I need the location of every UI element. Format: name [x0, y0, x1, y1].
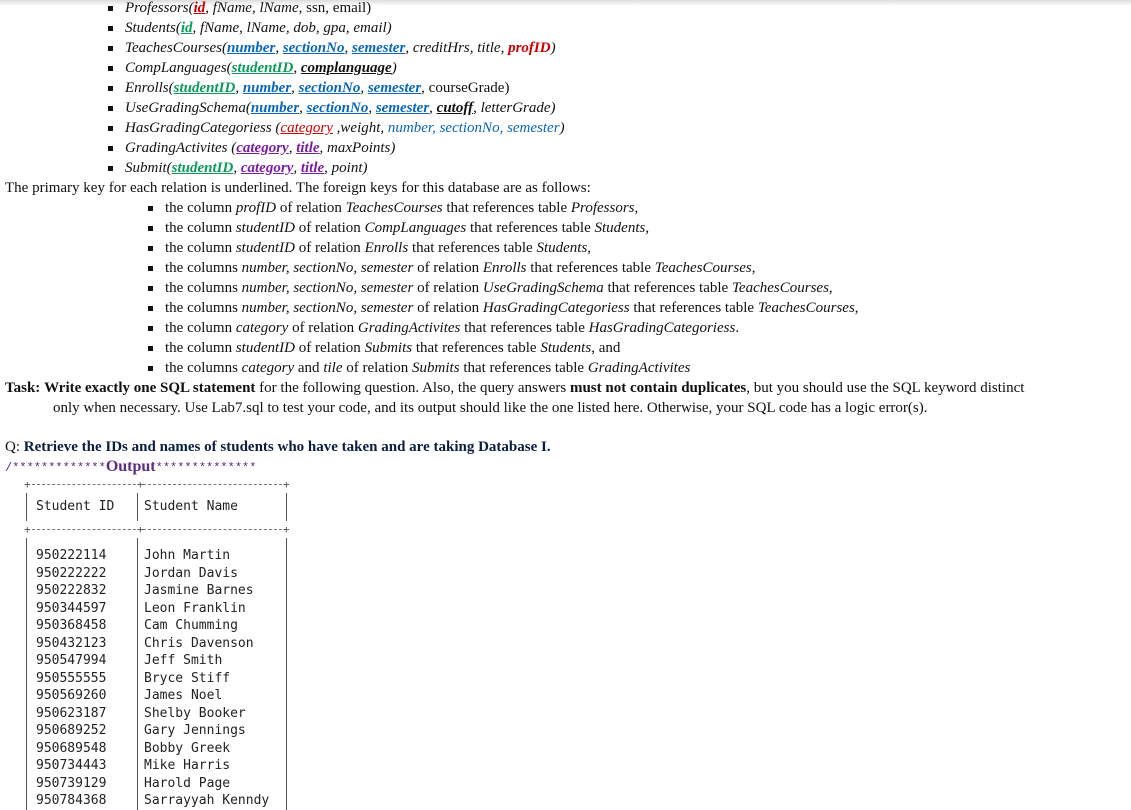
foreign-key-item — [0, 358, 1131, 378]
foreign-key-part: , — [828, 280, 833, 296]
foreign-key-part: category — [241, 360, 295, 376]
student-name-cell: Harold Page — [144, 775, 231, 791]
student-id-cell: 950222222 — [36, 565, 107, 581]
bullet-icon — [108, 166, 113, 171]
table-row — [24, 652, 290, 670]
foreign-key-part: GradingActivites — [357, 320, 461, 336]
student-name-cell: Leon Franklin — [144, 600, 246, 616]
column-header: Student ID — [36, 499, 115, 514]
foreign-key-part: that references table — [459, 360, 588, 376]
relation-part: Submit( — [125, 160, 172, 176]
relation-item — [0, 158, 1131, 178]
bullet-icon — [108, 46, 113, 51]
student-id-cell: 950344597 — [36, 600, 107, 616]
relation-part: sectionNo — [282, 40, 345, 56]
foreign-key-part: , — [751, 260, 756, 276]
table-row — [24, 740, 290, 758]
question-prefix: Q: — [5, 439, 24, 455]
table-row — [24, 722, 290, 740]
foreign-key-part: studentID — [235, 340, 295, 356]
foreign-key-item — [0, 278, 1131, 298]
relation-part: , — [275, 40, 283, 56]
foreign-key-part: studentID — [235, 220, 295, 236]
foreign-key-item — [0, 298, 1131, 318]
foreign-key-part: HasGradingCategoriess — [482, 300, 630, 316]
relation-item — [0, 98, 1131, 118]
relation-part: , — [368, 100, 376, 116]
relation-part: , — [235, 80, 243, 96]
relation-part: , — [291, 80, 299, 96]
foreign-key-part: of relation — [295, 340, 365, 356]
foreign-key-list — [0, 198, 1131, 378]
foreign-key-part: Students — [540, 340, 592, 356]
foreign-key-item — [0, 218, 1131, 238]
foreign-key-part: of relation — [342, 360, 413, 376]
student-id-cell: 950222832 — [36, 583, 107, 598]
relation-list — [0, 0, 1131, 178]
relation-part: CompLanguages( — [125, 60, 232, 76]
student-id-cell: 950784368 — [36, 793, 107, 808]
student-id-cell: 950222114 — [36, 548, 107, 563]
relation-part: title — [296, 140, 320, 156]
relation-item — [0, 78, 1131, 98]
relation-part: , — [360, 80, 368, 96]
output-stars-right: ************** — [155, 461, 257, 475]
table-row — [24, 600, 290, 618]
relation-part: number — [242, 80, 292, 96]
relation-part: title — [300, 160, 325, 176]
bullet-icon — [108, 146, 113, 151]
foreign-key-part: number, sectionNo, semester — [241, 280, 414, 296]
relation-item — [0, 58, 1131, 78]
relation-part: UseGradingSchema( — [125, 100, 251, 116]
student-id-cell: 950547994 — [36, 653, 107, 668]
question — [0, 437, 551, 457]
foreign-key-item — [0, 198, 1131, 218]
relation-part: HasGradingCategoriess ( — [125, 120, 281, 136]
relation-part: category — [280, 120, 333, 136]
bullet-icon — [108, 66, 113, 71]
student-name-cell: Shelby Booker — [144, 705, 246, 721]
relation-part: GradingActivites ( — [125, 140, 237, 156]
foreign-key-part: the column — [165, 320, 236, 336]
table-row — [24, 547, 290, 565]
student-name-cell: Jordan Davis — [144, 565, 238, 581]
foreign-key-part: that references table — [408, 240, 537, 256]
relation-item — [0, 38, 1131, 58]
bullet-icon — [148, 326, 153, 331]
foreign-key-part: of relation — [295, 240, 365, 256]
foreign-key-part: . — [735, 320, 740, 336]
foreign-key-part: the column — [165, 340, 236, 356]
student-name-cell: Gary Jennings — [144, 723, 246, 738]
foreign-key-part: the column — [165, 240, 236, 256]
relation-part: , — [293, 60, 301, 76]
foreign-key-part: the column — [165, 220, 236, 236]
relation-part: id — [193, 0, 206, 16]
relation-part: , — [293, 160, 301, 176]
foreign-key-item — [0, 338, 1131, 358]
foreign-key-part: tile — [323, 360, 343, 376]
table-row — [24, 582, 290, 600]
student-name-cell: John Martin — [144, 548, 231, 563]
relation-part: Professors( — [125, 0, 194, 16]
student-name-cell: Mike Harris — [144, 758, 231, 773]
relation-part: , fName, lName, dob, gpa, email) — [192, 20, 392, 36]
student-name-cell: Bryce Stiff — [144, 670, 231, 686]
output-header — [0, 458, 256, 477]
relation-part: Enrolls( — [125, 80, 174, 96]
student-name-cell: James Noel — [144, 688, 223, 703]
bullet-icon — [148, 366, 153, 371]
relation-part: ,weight, — [332, 120, 388, 136]
relation-part: sectionNo — [306, 100, 369, 116]
foreign-key-part: TeachesCourses — [731, 280, 829, 296]
foreign-key-part: of relation — [413, 260, 483, 276]
foreign-key-part: , — [645, 220, 650, 236]
student-id-cell: 950555555 — [36, 670, 107, 686]
relation-part: , — [429, 100, 437, 116]
foreign-key-part: studentID — [235, 240, 295, 256]
primary-key-note: The primary key for each relation is underlined. The foreign keys for this database are as follows: — [5, 180, 591, 196]
relation-part: studentID — [171, 160, 234, 176]
relation-part: , letterGrade) — [473, 100, 556, 116]
relation-part: , — [344, 40, 352, 56]
relation-part: , courseGrade) — [421, 80, 510, 96]
table-row — [24, 757, 290, 775]
foreign-key-part: that references table — [629, 300, 758, 316]
relation-part: , creditHrs, title, — [405, 40, 509, 56]
foreign-key-part: that references table — [466, 220, 595, 236]
foreign-key-part: category — [235, 320, 289, 336]
foreign-key-part: UseGradingSchema — [482, 280, 604, 296]
foreign-key-part: GradingActivites — [587, 360, 691, 376]
foreign-key-part: TeachesCourses — [654, 260, 752, 276]
student-id-cell: 950623187 — [36, 705, 107, 721]
student-id-cell: 950689252 — [36, 723, 107, 738]
student-name-cell: Cam Chumming — [144, 618, 238, 633]
student-id-cell: 950739129 — [36, 775, 107, 791]
table-row — [24, 775, 290, 793]
foreign-key-part: TeachesCourses — [757, 300, 855, 316]
relation-part: ssn, email) — [306, 0, 372, 16]
bullet-icon — [148, 266, 153, 271]
relation-part: , — [233, 160, 241, 176]
relation-part: TeachesCourses( — [125, 40, 227, 56]
bullet-icon — [148, 226, 153, 231]
foreign-key-part: CompLanguages — [364, 220, 467, 236]
relation-part: ) — [391, 60, 397, 76]
foreign-key-part: of relation — [295, 220, 365, 236]
student-name-cell: Bobby Greek — [144, 740, 231, 756]
foreign-key-part: Enrolls — [482, 260, 527, 276]
foreign-key-part: number, sectionNo, semester — [241, 260, 414, 276]
task-text-2: , but you should use the SQL keyword distinct — [746, 380, 1025, 396]
relation-part: complanguage — [300, 60, 392, 76]
relation-part: category — [240, 160, 294, 176]
relation-part: number, sectionNo, semester — [387, 120, 560, 136]
bullet-icon — [148, 206, 153, 211]
relation-item — [0, 118, 1131, 138]
relation-part: studentID — [173, 80, 236, 96]
relation-part: cutoff — [436, 100, 474, 116]
foreign-key-part: the columns — [165, 260, 242, 276]
relation-part: profID — [508, 40, 551, 56]
relation-part: id — [180, 20, 193, 36]
foreign-key-part: number, sectionNo, semester — [241, 300, 414, 316]
table-separator: + + + — [24, 478, 290, 491]
foreign-key-part: HasGradingCategoriess — [588, 320, 736, 336]
bullet-icon — [108, 126, 113, 131]
bullet-icon — [148, 306, 153, 311]
foreign-key-part: Professors — [570, 200, 635, 216]
relation-part: semester — [375, 100, 430, 116]
task-label: Task: — [5, 380, 41, 396]
relation-item — [0, 18, 1131, 38]
student-id-cell: 950734443 — [36, 758, 107, 773]
table-row — [24, 705, 290, 723]
table-row — [24, 687, 290, 705]
foreign-key-part: Students — [536, 240, 588, 256]
foreign-key-item — [0, 238, 1131, 258]
bullet-icon — [108, 6, 113, 11]
student-name-cell: Jasmine Barnes — [144, 583, 254, 598]
table-row — [24, 635, 290, 653]
bullet-icon — [148, 346, 153, 351]
foreign-key-part: that references table — [526, 260, 655, 276]
output-stars-left: /************* — [5, 461, 106, 475]
relation-part: number — [250, 100, 300, 116]
relation-item — [0, 0, 1131, 18]
student-id-cell: 950368458 — [36, 618, 107, 633]
relation-part: , maxPoints) — [319, 140, 396, 156]
foreign-key-part: Submits — [364, 340, 413, 356]
foreign-key-item — [0, 258, 1131, 278]
table-row — [24, 670, 290, 688]
foreign-key-item — [0, 318, 1131, 338]
relation-part: , — [299, 100, 307, 116]
relation-item — [0, 138, 1131, 158]
foreign-key-part: profID — [235, 200, 277, 216]
relation-part: studentID — [231, 60, 294, 76]
student-name-cell: Jeff Smith — [144, 653, 223, 668]
bullet-icon — [148, 286, 153, 291]
student-id-cell: 950432123 — [36, 635, 107, 651]
foreign-key-part: the column — [165, 200, 236, 216]
relation-part: category — [236, 140, 289, 156]
relation-part: , fName, lName, — [205, 0, 307, 16]
output-table — [24, 476, 290, 810]
relation-part: sectionNo — [298, 80, 361, 96]
student-id-cell: 950569260 — [36, 688, 107, 703]
relation-part: semester — [351, 40, 406, 56]
bullet-icon — [148, 246, 153, 251]
foreign-key-part: TeachesCourses — [345, 200, 443, 216]
task-line-2: only when necessary. Use Lab7.sql to test your code, and its output should like the one listed here. Otherwise, your SQL code has a logic error(s). — [53, 400, 928, 416]
foreign-key-part: of relation — [413, 280, 483, 296]
foreign-key-part: that references table — [603, 280, 732, 296]
bullet-icon — [108, 26, 113, 31]
task-bold-2: must not contain duplicates — [569, 380, 747, 396]
table-header-row — [24, 493, 290, 521]
table-row — [24, 792, 290, 810]
table-separator: + + + — [24, 523, 290, 536]
relation-part: Students( — [125, 20, 181, 36]
table-row — [24, 565, 290, 583]
foreign-key-part: Enrolls — [364, 240, 409, 256]
bullet-icon — [108, 106, 113, 111]
foreign-key-part: that references table — [460, 320, 589, 336]
foreign-key-part: the columns — [165, 360, 242, 376]
foreign-key-part: of relation — [413, 300, 483, 316]
foreign-key-part: that references table — [442, 200, 571, 216]
relation-part: ) — [550, 40, 556, 56]
foreign-key-part: the columns — [165, 280, 242, 296]
table-row — [24, 617, 290, 635]
relation-part: , — [288, 140, 297, 156]
foreign-key-part: of relation — [288, 320, 358, 336]
relation-part: ) — [559, 120, 565, 136]
column-header: Student Name — [144, 499, 238, 514]
foreign-key-part: , — [854, 300, 859, 316]
foreign-key-part: the columns — [165, 300, 242, 316]
student-name-cell: Chris Davenson — [144, 635, 254, 651]
foreign-key-part: , and — [591, 340, 621, 356]
foreign-key-part: , — [587, 240, 592, 256]
bullet-icon — [108, 86, 113, 91]
foreign-key-part: Submits — [412, 360, 460, 376]
student-id-cell: 950689548 — [36, 740, 107, 756]
foreign-key-part: of relation — [276, 200, 346, 216]
foreign-key-part: , — [634, 200, 639, 216]
question-text: Retrieve the IDs and names of students who have taken and are taking Database I. — [23, 439, 551, 455]
output-label: Output — [105, 458, 156, 475]
relation-part: number — [226, 40, 276, 56]
relation-part: , point) — [324, 160, 368, 176]
student-name-cell: Sarrayyah Kenndy — [144, 793, 270, 808]
foreign-key-part: and — [294, 360, 324, 376]
foreign-key-part: that references table — [412, 340, 541, 356]
foreign-key-part: Students — [594, 220, 646, 236]
relation-part: semester — [367, 80, 422, 96]
task-paragraph — [0, 378, 1130, 418]
task-text-1: for the following question. Also, the query answers — [255, 380, 570, 396]
task-bold-1: Write exactly one SQL statement — [44, 380, 256, 396]
